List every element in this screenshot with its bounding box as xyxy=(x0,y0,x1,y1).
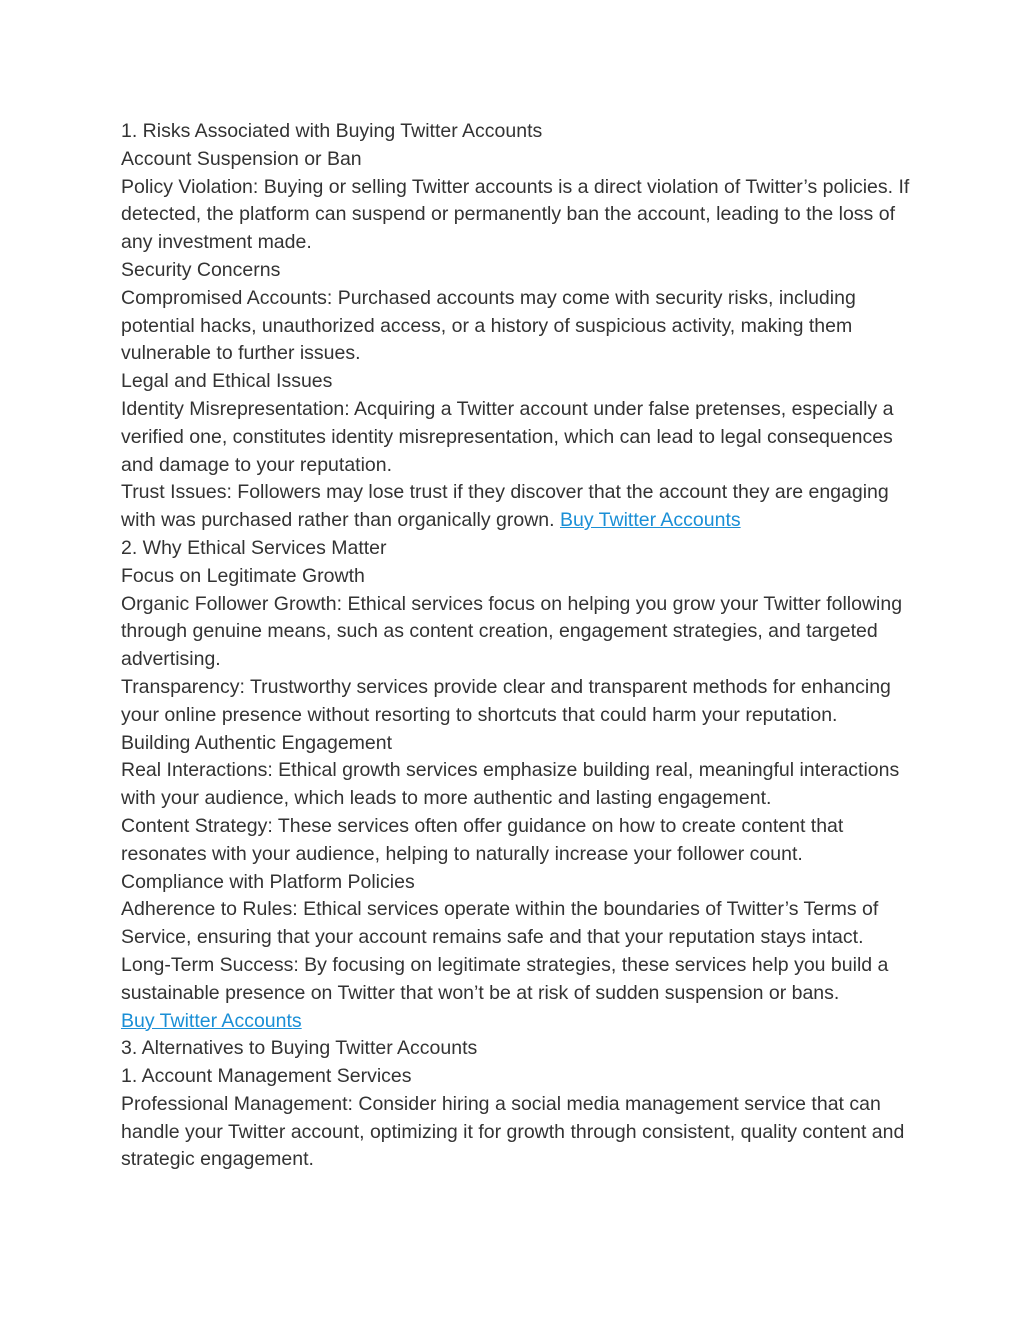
paragraph-trust-issues xyxy=(121,479,921,535)
link-line xyxy=(121,1008,921,1036)
subheading-account-suspension: Account Suspension or Ban xyxy=(121,147,362,170)
paragraph-policy-violation: Policy Violation: Buying or selling Twitter accounts is a direct violation of Twitter’s policies. If detected, the platform can suspend or permanently ban the account, leading to the loss of any investment made. xyxy=(121,175,910,254)
paragraph-organic-growth: Organic Follower Growth: Ethical services focus on helping you grow your Twitter following through genuine means, such as content creation, engagement strategies, and targeted advertising. xyxy=(121,592,903,671)
paragraph-trust-issues-text: Trust Issues: Followers may lose trust if they discover that the account they are engaging with was purchased rather than organically grown. xyxy=(121,481,889,532)
paragraph-adherence: Adherence to Rules: Ethical services operate within the boundaries of Twitter’s Terms of Service, ensuring that your account remains safe and that your reputation stays intact. xyxy=(121,898,879,949)
subheading-authentic-engagement: Building Authentic Engagement xyxy=(121,731,393,754)
paragraph-long-term-success: Long-Term Success: By focusing on legitimate strategies, these services help you build a sustainable presence on Twitter that won’t be at risk of sudden suspension or bans. xyxy=(121,953,889,1004)
paragraph-identity-misrepresentation: Identity Misrepresentation: Acquiring a Twitter account under false pretenses, especially a verified one, constitutes identity misrepresentation, which can lead to legal consequences and damage to your reputation. xyxy=(121,397,894,476)
subheading-legitimate-growth: Focus on Legitimate Growth xyxy=(121,564,365,587)
section-heading-ethical-services: 2. Why Ethical Services Matter xyxy=(121,536,387,559)
paragraph-compromised-accounts: Compromised Accounts: Purchased accounts may come with security risks, including potential hacks, unauthorized access, or a history of suspicious activity, making them vulnerable to further issues. xyxy=(121,286,856,365)
subheading-legal-ethical: Legal and Ethical Issues xyxy=(121,370,333,393)
document-body xyxy=(121,118,921,1174)
paragraph-content-strategy: Content Strategy: These services often offer guidance on how to create content that resonates with your audience, helping to naturally increase your follower count. xyxy=(121,814,844,865)
paragraph-professional-management: Professional Management: Consider hiring a social media management service that can handle your Twitter account, optimizing it for growth through consistent, quality content and strategic engagement. xyxy=(121,1092,905,1171)
paragraph-real-interactions: Real Interactions: Ethical growth services emphasize building real, meaningful interactions with your audience, which leads to more authentic and lasting engagement. xyxy=(121,759,900,810)
section-heading-risks: 1. Risks Associated with Buying Twitter Accounts xyxy=(121,120,543,142)
buy-twitter-accounts-link-2[interactable]: Buy Twitter Accounts xyxy=(121,1009,302,1032)
subheading-security-concerns: Security Concerns xyxy=(121,258,281,281)
buy-twitter-accounts-link-1[interactable]: Buy Twitter Accounts xyxy=(559,509,741,532)
subheading-account-management: 1. Account Management Services xyxy=(121,1065,412,1088)
subheading-compliance: Compliance with Platform Policies xyxy=(121,870,415,893)
paragraph-transparency: Transparency: Trustworthy services provide clear and transparent methods for enhancing your online presence without resorting to shortcuts that could harm your reputation. xyxy=(121,675,891,726)
section-heading-alternatives: 3. Alternatives to Buying Twitter Accounts xyxy=(121,1037,478,1060)
